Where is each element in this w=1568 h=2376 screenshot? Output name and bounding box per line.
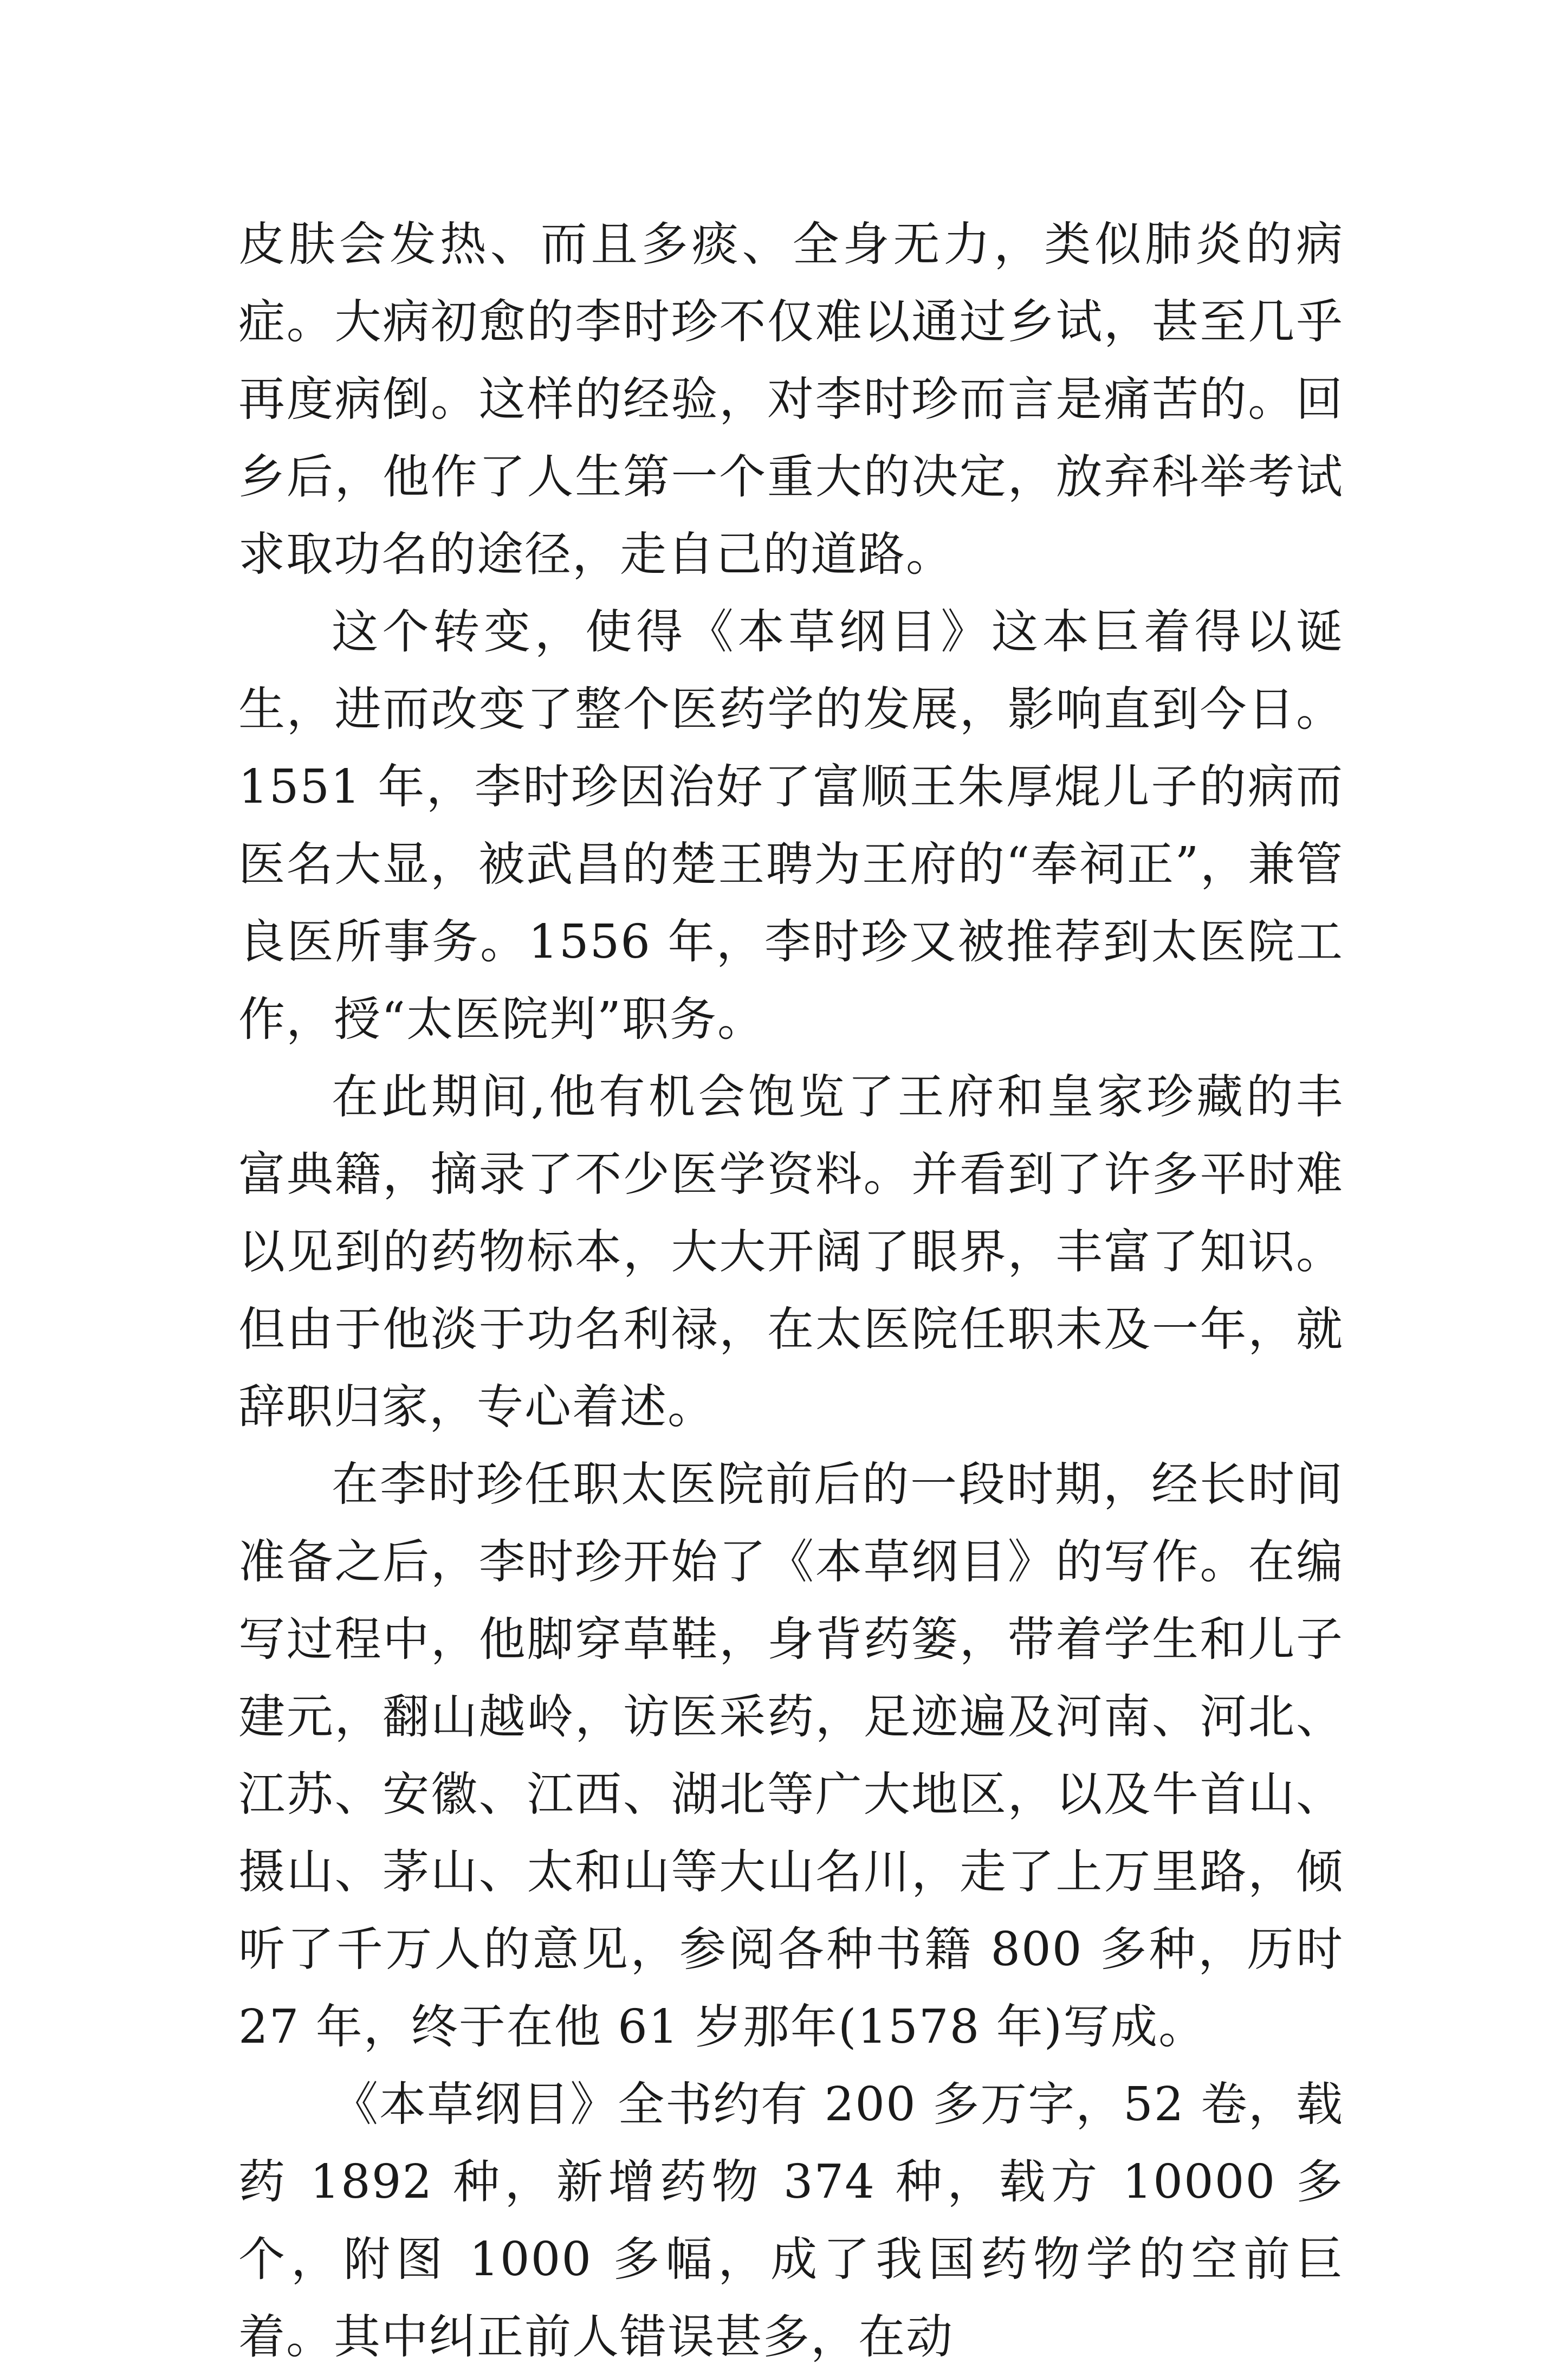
paragraph-2: 这个转变，使得《本草纲目》这本巨着得以诞生，进而改变了整个医药学的发展，影响直到今日。1551 年，李时珍因治好了富顺王朱厚焜儿子的病而医名大显，被武昌的楚王聘为王府的“奉祠正”，兼管良医所事务。1556 年，李时珍又被推荐到太医院工作，授“太医院判”职务。	[238, 605, 1344, 1047]
paragraph-5: 《本草纲目》全书约有 200 多万字，52 卷，载药 1892 种，新增药物 374 种，载方 10000 多个，附图 1000 多幅，成了我国药物学的空前巨着。其中纠正前人错误甚多，在动	[238, 2077, 1344, 2364]
paragraph-1: 皮肤会发热、而且多痰、全身无力，类似肺炎的病症。大病初愈的李时珍不仅难以通过乡试，甚至几乎再度病倒。这样的经验，对李时珍而言是痛苦的。回乡后，他作了人生第一个重大的决定，放弃科举考试求取功名的途径，走自己的道路。	[238, 217, 1344, 582]
paragraph-4: 在李时珍任职太医院前后的一段时期，经长时间准备之后，李时珍开始了《本草纲目》的写作。在编写过程中，他脚穿草鞋，身背药篓，带着学生和儿子建元，翻山越岭，访医采药，足迹遍及河南、河北、江苏、安徽、江西、湖北等广大地区，以及牛首山、摄山、茅山、太和山等大山名川，走了上万里路，倾听了千万人的意见，参阅各种书籍 800 多种，历时 27 年，终于在他 61 岁那年(1578 年)写成。	[238, 1457, 1344, 2054]
paragraph-3: 在此期间,他有机会饱览了王府和皇家珍藏的丰富典籍，摘录了不少医学资料。并看到了许多平时难以见到的药物标本，大大开阔了眼界，丰富了知识。但由于他淡于功名利禄，在太医院任职未及一年，就辞职归家，专心着述。	[238, 1070, 1344, 1434]
body-text	[238, 206, 1344, 2376]
